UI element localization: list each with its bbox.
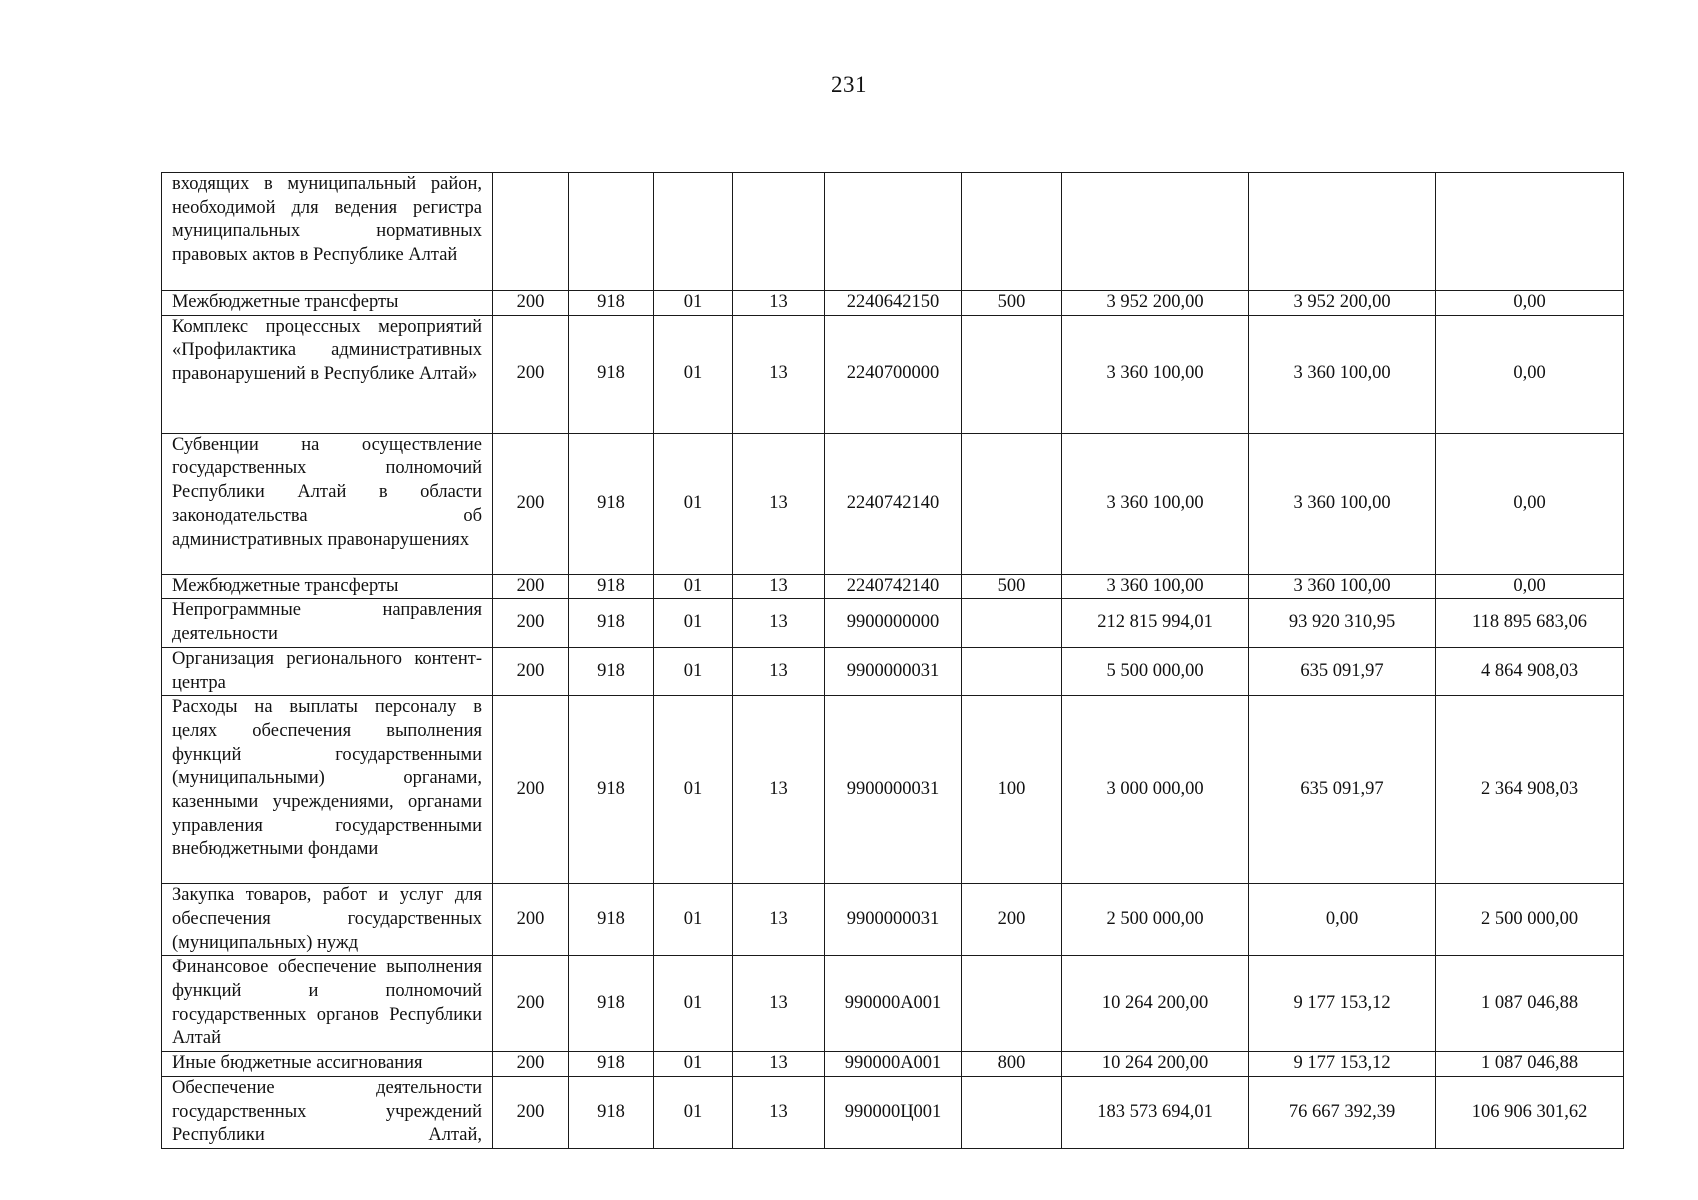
cell-c5: 9900000031: [825, 696, 962, 884]
cell-c7: 10 264 200,00: [1062, 1052, 1249, 1077]
table-row: [162, 647, 1624, 695]
cell-c7: 2 500 000,00: [1062, 884, 1249, 956]
cell-c4: 13: [733, 884, 825, 956]
cell-c4: 13: [733, 433, 825, 574]
cell-c3: 01: [654, 884, 733, 956]
cell-c7: 3 360 100,00: [1062, 433, 1249, 574]
row-name: Комплекс процессных мероприятий «Профилактика административных правонарушений в Республике Алтай»: [162, 315, 493, 433]
cell-c9: 1 087 046,88: [1436, 1052, 1624, 1077]
cell-c1: 200: [493, 1052, 569, 1077]
table-row: [162, 291, 1624, 316]
cell-c7: 10 264 200,00: [1062, 956, 1249, 1052]
cell-c9: 118 895 683,06: [1436, 599, 1624, 647]
row-name: входящих в муниципальный район, необходимой для ведения регистра муниципальных нормативных правовых актов в Республике Алтай: [162, 173, 493, 291]
cell-c9: 2 364 908,03: [1436, 696, 1624, 884]
cell-c4: 13: [733, 291, 825, 316]
cell-c9: 2 500 000,00: [1436, 884, 1624, 956]
table-row: [162, 433, 1624, 574]
row-name: Межбюджетные трансферты: [162, 574, 493, 599]
cell-c6: 800: [962, 1052, 1062, 1077]
cell-c9: 0,00: [1436, 291, 1624, 316]
budget-table: [161, 172, 1624, 1149]
table-row: [162, 173, 1624, 291]
cell-c4: 13: [733, 696, 825, 884]
cell-c2: 918: [569, 574, 654, 599]
cell-c8: 93 920 310,95: [1249, 599, 1436, 647]
cell-c4: [733, 173, 825, 291]
cell-c1: 200: [493, 696, 569, 884]
table-row: [162, 956, 1624, 1052]
cell-c6: 500: [962, 291, 1062, 316]
cell-c1: 200: [493, 574, 569, 599]
cell-c4: 13: [733, 1052, 825, 1077]
cell-c7: 3 360 100,00: [1062, 315, 1249, 433]
cell-c2: 918: [569, 433, 654, 574]
table-row: [162, 1052, 1624, 1077]
cell-c8: 3 360 100,00: [1249, 574, 1436, 599]
cell-c3: 01: [654, 291, 733, 316]
cell-c3: 01: [654, 647, 733, 695]
table-row: [162, 315, 1624, 433]
cell-c9: [1436, 173, 1624, 291]
cell-c8: 0,00: [1249, 884, 1436, 956]
page-number: 231: [831, 72, 867, 97]
cell-c6: [962, 173, 1062, 291]
cell-c1: [493, 173, 569, 291]
table-row: [162, 884, 1624, 956]
row-name: Организация регионального контент-центра: [162, 647, 493, 695]
row-name: Финансовое обеспечение выполнения функций и полномочий государственных органов Республики Алтай: [162, 956, 493, 1052]
cell-c9: 0,00: [1436, 433, 1624, 574]
cell-c7: 3 360 100,00: [1062, 574, 1249, 599]
cell-c5: [825, 173, 962, 291]
cell-c2: 918: [569, 1052, 654, 1077]
row-name: Иные бюджетные ассигнования: [162, 1052, 493, 1077]
cell-c9: 0,00: [1436, 574, 1624, 599]
cell-c9: 1 087 046,88: [1436, 956, 1624, 1052]
row-name: Субвенции на осуществление государственных полномочий Республики Алтай в области законодательства об административных правонарушениях: [162, 433, 493, 574]
cell-c4: 13: [733, 956, 825, 1052]
cell-c2: 918: [569, 647, 654, 695]
cell-c8: 9 177 153,12: [1249, 956, 1436, 1052]
row-name: Закупка товаров, работ и услуг для обеспечения государственных (муниципальных) нужд: [162, 884, 493, 956]
cell-c4: 13: [733, 647, 825, 695]
cell-c3: 01: [654, 574, 733, 599]
cell-c3: 01: [654, 315, 733, 433]
cell-c8: 3 360 100,00: [1249, 433, 1436, 574]
cell-c1: 200: [493, 956, 569, 1052]
table-row: [162, 696, 1624, 884]
cell-c5: 990000А001: [825, 956, 962, 1052]
cell-c7: 183 573 694,01: [1062, 1076, 1249, 1148]
cell-c1: 200: [493, 599, 569, 647]
cell-c9: 4 864 908,03: [1436, 647, 1624, 695]
cell-c4: 13: [733, 315, 825, 433]
cell-c7: 212 815 994,01: [1062, 599, 1249, 647]
row-name: Непрограммные направления деятельности: [162, 599, 493, 647]
cell-c6: [962, 433, 1062, 574]
cell-c3: 01: [654, 696, 733, 884]
cell-c2: 918: [569, 884, 654, 956]
cell-c8: 3 360 100,00: [1249, 315, 1436, 433]
cell-c4: 13: [733, 1076, 825, 1148]
cell-c5: 9900000031: [825, 647, 962, 695]
cell-c2: 918: [569, 956, 654, 1052]
cell-c2: 918: [569, 315, 654, 433]
cell-c3: [654, 173, 733, 291]
cell-c5: 990000А001: [825, 1052, 962, 1077]
cell-c4: 13: [733, 574, 825, 599]
cell-c9: 0,00: [1436, 315, 1624, 433]
cell-c4: 13: [733, 599, 825, 647]
cell-c2: 918: [569, 696, 654, 884]
cell-c5: 2240642150: [825, 291, 962, 316]
table-row: [162, 599, 1624, 647]
cell-c1: 200: [493, 884, 569, 956]
cell-c2: [569, 173, 654, 291]
cell-c6: [962, 1076, 1062, 1148]
cell-c7: 5 500 000,00: [1062, 647, 1249, 695]
cell-c6: [962, 647, 1062, 695]
row-name: Обеспечение деятельности государственных учреждений Республики Алтай,: [162, 1076, 493, 1148]
cell-c1: 200: [493, 647, 569, 695]
cell-c5: 9900000000: [825, 599, 962, 647]
cell-c2: 918: [569, 1076, 654, 1148]
row-name: Расходы на выплаты персоналу в целях обеспечения выполнения функций государственными (муниципальными) органами, казенными учреждениями, органами управления государственными внебюджетными фондами: [162, 696, 493, 884]
table-row: [162, 574, 1624, 599]
cell-c3: 01: [654, 599, 733, 647]
table-row: [162, 1076, 1624, 1148]
cell-c6: 500: [962, 574, 1062, 599]
row-name: Межбюджетные трансферты: [162, 291, 493, 316]
cell-c3: 01: [654, 433, 733, 574]
cell-c2: 918: [569, 599, 654, 647]
cell-c2: 918: [569, 291, 654, 316]
cell-c6: 200: [962, 884, 1062, 956]
cell-c8: 9 177 153,12: [1249, 1052, 1436, 1077]
cell-c1: 200: [493, 433, 569, 574]
cell-c5: 2240700000: [825, 315, 962, 433]
cell-c6: 100: [962, 696, 1062, 884]
cell-c8: 635 091,97: [1249, 696, 1436, 884]
cell-c8: 635 091,97: [1249, 647, 1436, 695]
cell-c8: 3 952 200,00: [1249, 291, 1436, 316]
cell-c8: [1249, 173, 1436, 291]
cell-c6: [962, 599, 1062, 647]
cell-c7: [1062, 173, 1249, 291]
cell-c8: 76 667 392,39: [1249, 1076, 1436, 1148]
cell-c5: 2240742140: [825, 433, 962, 574]
cell-c5: 2240742140: [825, 574, 962, 599]
cell-c5: 990000Ц001: [825, 1076, 962, 1148]
cell-c6: [962, 956, 1062, 1052]
cell-c6: [962, 315, 1062, 433]
cell-c3: 01: [654, 1052, 733, 1077]
cell-c1: 200: [493, 315, 569, 433]
cell-c3: 01: [654, 1076, 733, 1148]
cell-c1: 200: [493, 291, 569, 316]
cell-c7: 3 952 200,00: [1062, 291, 1249, 316]
cell-c1: 200: [493, 1076, 569, 1148]
cell-c5: 9900000031: [825, 884, 962, 956]
cell-c9: 106 906 301,62: [1436, 1076, 1624, 1148]
cell-c7: 3 000 000,00: [1062, 696, 1249, 884]
cell-c3: 01: [654, 956, 733, 1052]
